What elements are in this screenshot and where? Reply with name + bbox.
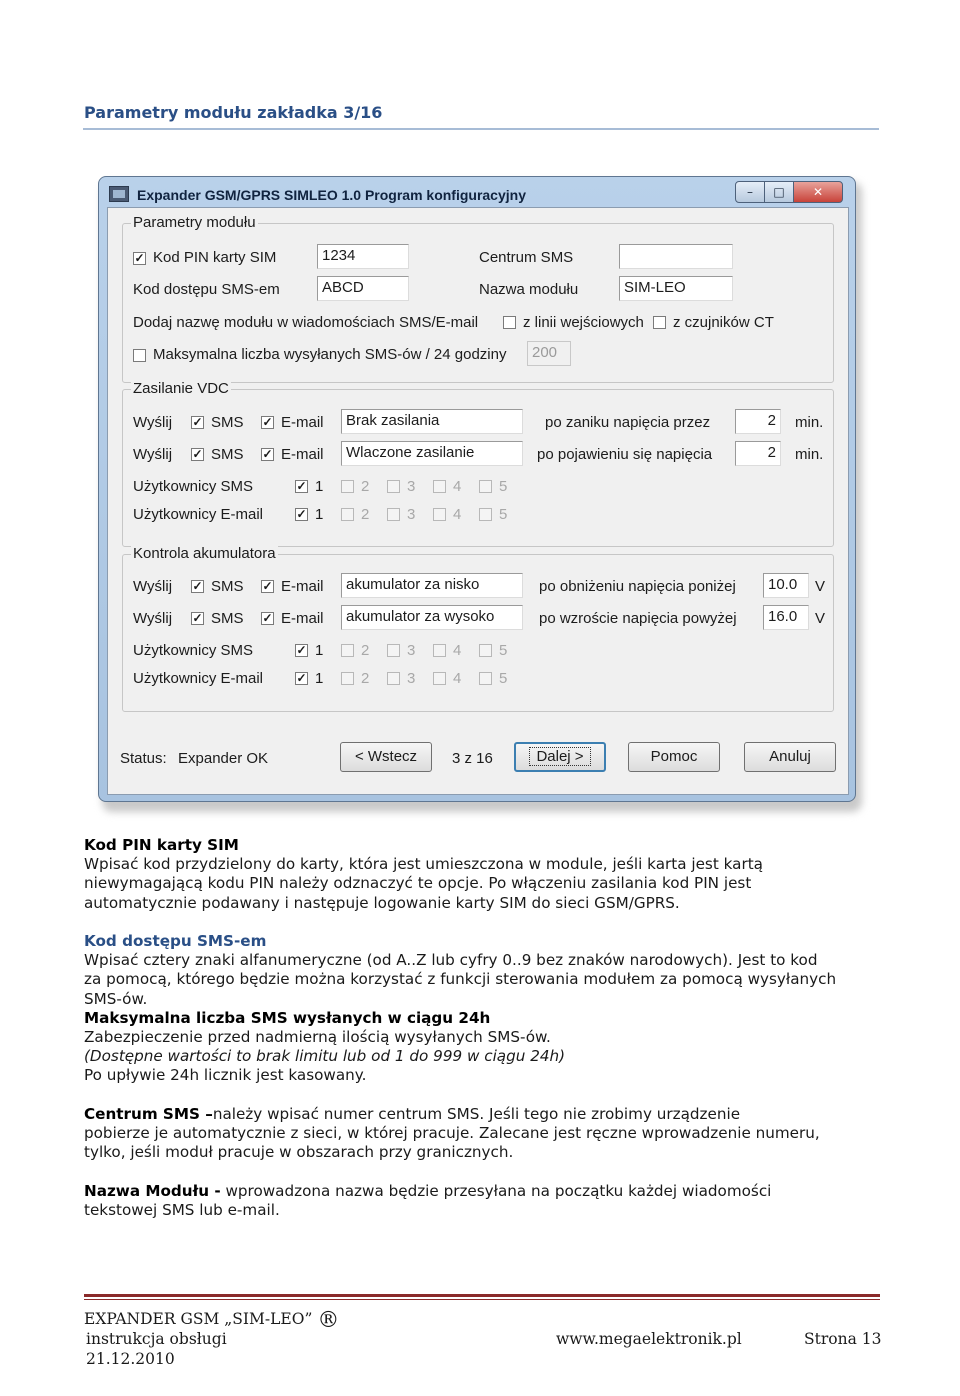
battery-unit-1: V bbox=[815, 578, 826, 595]
footer-website[interactable]: www.megaelektronik.pl bbox=[556, 1330, 742, 1348]
section-name-line-2: tekstowej SMS lub e-mail. bbox=[84, 1201, 280, 1220]
power-sms-checkbox-1[interactable]: ✓ bbox=[192, 415, 203, 429]
power-users-email-label: Użytkownicy E-mail bbox=[133, 506, 264, 523]
battery-group bbox=[122, 545, 834, 712]
footer-date: 21.12.2010 bbox=[86, 1350, 175, 1368]
power-unit-2: min. bbox=[795, 446, 824, 463]
battery-sms-user-3-checkbox[interactable] bbox=[387, 644, 400, 657]
power-sms-label-1: SMS bbox=[211, 414, 244, 431]
battery-email-user-2-checkbox[interactable] bbox=[341, 672, 354, 685]
section-access-code bbox=[84, 932, 836, 1086]
battery-sms-label-2: SMS bbox=[211, 610, 244, 627]
section-center-title: Centrum SMS – bbox=[84, 1105, 213, 1123]
battery-email-checkbox-2[interactable]: ✓ bbox=[262, 611, 273, 625]
power-value-input-1[interactable]: 2 bbox=[735, 409, 781, 434]
power-email-checkbox-1[interactable]: ✓ bbox=[262, 415, 273, 429]
battery-email-user-3-checkbox[interactable] bbox=[387, 672, 400, 685]
section-pin-line-2: niewymagającą kodu PIN należy odznaczyć te opcje. Po włączeniu zasilania kod PIN jest bbox=[84, 874, 752, 893]
max-sms-label: Maksymalna liczba wysyłanych SMS-ów / 24 godziny bbox=[153, 346, 507, 363]
battery-condition-label-1: po obniżeniu napięcia poniżej bbox=[539, 578, 736, 595]
sms-center-input[interactable] bbox=[619, 244, 733, 269]
power-condition-label-2: po pojawieniu się napięcia bbox=[537, 446, 713, 463]
power-sms-user-4-label: 4 bbox=[453, 478, 462, 495]
battery-sms-user-1-label: 1 bbox=[315, 642, 324, 659]
section-pin-line-1: Wpisać kod przydzielony do karty, która jest umieszczona w module, jeśli karta jest kartą bbox=[84, 855, 763, 874]
power-sms-user-2-label: 2 bbox=[361, 478, 370, 495]
battery-send-label-2: Wyślij bbox=[133, 610, 173, 627]
section-center-line-2: pobierze je automatycznie z sieci, w której pracuje. Zalecane jest ręczne wprowadzenie numeru, bbox=[84, 1124, 820, 1143]
battery-sms-label-1: SMS bbox=[211, 578, 244, 595]
power-sms-user-3-checkbox[interactable] bbox=[387, 480, 400, 493]
section-name-title: Nazwa Modułu - bbox=[84, 1182, 221, 1200]
battery-message-input-1[interactable]: akumulator za nisko bbox=[341, 573, 523, 598]
max-sms-input[interactable]: 200 bbox=[527, 341, 571, 366]
battery-send-label-1: Wyślij bbox=[133, 578, 173, 595]
module-name-label: Nazwa modułu bbox=[479, 281, 579, 298]
access-code-input[interactable]: ABCD bbox=[317, 276, 409, 301]
battery-condition-label-2: po wzroście napięcia powyżej bbox=[539, 610, 737, 627]
close-button[interactable]: ✕ bbox=[793, 181, 843, 203]
battery-email-user-1-label: 1 bbox=[315, 670, 324, 687]
power-sms-user-5-label: 5 bbox=[499, 478, 508, 495]
section-sms-center bbox=[84, 1105, 820, 1163]
status-value: Expander OK bbox=[178, 750, 269, 767]
power-send-label-2: Wyślij bbox=[133, 446, 173, 463]
battery-users-email-label: Użytkownicy E-mail bbox=[133, 670, 264, 687]
pin-checkbox[interactable]: ✓ bbox=[134, 251, 145, 265]
section-center-line-3: tylko, jeśli moduł pracuje w obszarach przy granicznych. bbox=[84, 1143, 514, 1162]
section-max-sms-title: Maksymalna liczba SMS wysłanych w ciągu 24h bbox=[84, 1008, 491, 1027]
back-button[interactable]: < Wstecz bbox=[340, 742, 432, 772]
battery-legend: Kontrola akumulatora bbox=[133, 545, 276, 562]
section-access-title: Kod dostępu SMS-em bbox=[84, 932, 267, 950]
access-code-label: Kod dostępu SMS-em bbox=[133, 281, 280, 298]
power-value-input-2[interactable]: 2 bbox=[735, 441, 781, 466]
maximize-button[interactable]: □ bbox=[764, 181, 794, 203]
app-icon bbox=[109, 186, 129, 202]
module-name-input[interactable]: SIM-LEO bbox=[619, 276, 733, 301]
add-name-label: Dodaj nazwę modułu w wiadomościach SMS/E-mail bbox=[133, 314, 479, 331]
config-window-screenshot bbox=[98, 176, 858, 806]
battery-sms-user-1-checkbox[interactable]: ✓ bbox=[296, 643, 307, 657]
battery-sms-user-2-label: 2 bbox=[361, 642, 370, 659]
power-legend: Zasilanie VDC bbox=[133, 380, 229, 397]
battery-email-user-5-checkbox[interactable] bbox=[479, 672, 492, 685]
section-max-sms-line-3: Po upływie 24h licznik jest kasowany. bbox=[84, 1066, 367, 1085]
from-lines-label: z linii wejściowych bbox=[523, 314, 644, 331]
power-sms-user-4-checkbox[interactable] bbox=[433, 480, 446, 493]
power-sms-label-2: SMS bbox=[211, 446, 244, 463]
power-email-user-1-label: 1 bbox=[315, 506, 324, 523]
cancel-button[interactable]: Anuluj bbox=[744, 742, 836, 772]
power-email-label-1: E-mail bbox=[281, 414, 324, 431]
section-pin bbox=[84, 836, 763, 913]
page-title: Parametry modułu zakładka 3/16 bbox=[84, 103, 383, 122]
battery-email-user-1-checkbox[interactable]: ✓ bbox=[296, 671, 307, 685]
status-label: Status: bbox=[120, 750, 167, 767]
section-pin-line-3: automatycznie podawany i następuje logowanie karty SIM do sieci GSM/GPRS. bbox=[84, 893, 680, 912]
power-message-input-1[interactable]: Brak zasilania bbox=[341, 409, 523, 434]
battery-email-user-4-label: 4 bbox=[453, 670, 462, 687]
battery-sms-user-5-checkbox[interactable] bbox=[479, 644, 492, 657]
params-group bbox=[122, 214, 834, 383]
params-legend: Parametry modułu bbox=[133, 214, 256, 231]
section-pin-title: Kod PIN karty SIM bbox=[84, 836, 239, 854]
section-name-line-1: wprowadzona nazwa będzie przesyłana na początku każdej wiadomości bbox=[225, 1182, 772, 1200]
from-sensors-label: z czujników CT bbox=[673, 314, 774, 331]
sms-center-label: Centrum SMS bbox=[479, 249, 574, 266]
power-sms-checkbox-2[interactable]: ✓ bbox=[192, 447, 203, 461]
pin-label: Kod PIN karty SIM bbox=[153, 249, 277, 266]
minimize-button[interactable]: – bbox=[735, 181, 765, 203]
battery-sms-user-5-label: 5 bbox=[499, 642, 508, 659]
from-lines-checkbox[interactable] bbox=[503, 316, 516, 329]
battery-message-input-2[interactable]: akumulator za wysoko bbox=[341, 605, 523, 630]
section-access-line-2: za pomocą, którego będzie można korzystać z funkcji sterowania modułem za pomocą wysyłanych bbox=[84, 970, 837, 989]
section-access-line-1: Wpisać cztery znaki alfanumeryczne (od A..Z lub cyfry 0..9 bez znaków narodowych). Jest to kod bbox=[84, 951, 818, 970]
battery-sms-user-3-label: 3 bbox=[407, 642, 416, 659]
power-group bbox=[122, 380, 834, 547]
section-access-line-3: SMS-ów. bbox=[84, 989, 148, 1008]
next-button-label: Dalej > bbox=[529, 747, 590, 766]
power-users-sms-label: Użytkownicy SMS bbox=[133, 478, 254, 495]
power-email-user-1-checkbox[interactable]: ✓ bbox=[296, 507, 307, 521]
power-email-user-2-checkbox[interactable] bbox=[341, 508, 354, 521]
power-send-label-1: Wyślij bbox=[133, 414, 173, 431]
power-email-user-5-checkbox[interactable] bbox=[479, 508, 492, 521]
power-sms-user-1-checkbox[interactable]: ✓ bbox=[296, 479, 307, 493]
window-client-area bbox=[107, 207, 849, 795]
battery-email-label-1: E-mail bbox=[281, 578, 324, 595]
battery-email-user-4-checkbox[interactable] bbox=[433, 672, 446, 685]
battery-sms-user-2-checkbox[interactable] bbox=[341, 644, 354, 657]
battery-value-input-1[interactable]: 10.0 bbox=[763, 573, 809, 598]
help-button[interactable]: Pomoc bbox=[628, 742, 720, 772]
battery-email-user-5-label: 5 bbox=[499, 670, 508, 687]
footer-manual: instrukcja obsługi bbox=[86, 1330, 227, 1348]
power-email-user-4-label: 4 bbox=[453, 506, 462, 523]
power-email-user-5-label: 5 bbox=[499, 506, 508, 523]
battery-users-sms-label: Użytkownicy SMS bbox=[133, 642, 254, 659]
section-max-sms-line-1: Zabezpieczenie przed nadmierną ilością wysyłanych SMS-ów. bbox=[84, 1028, 551, 1047]
power-message-input-2[interactable]: Wlaczone zasilanie bbox=[341, 441, 523, 466]
power-email-user-3-label: 3 bbox=[407, 506, 416, 523]
battery-email-user-3-label: 3 bbox=[407, 670, 416, 687]
power-email-user-3-checkbox[interactable] bbox=[387, 508, 400, 521]
power-email-label-2: E-mail bbox=[281, 446, 324, 463]
next-button[interactable] bbox=[514, 742, 606, 772]
power-email-checkbox-2[interactable]: ✓ bbox=[262, 447, 273, 461]
window-title: Expander GSM/GPRS SIMLEO 1.0 Program konfiguracyjny bbox=[137, 187, 526, 203]
battery-sms-user-4-label: 4 bbox=[453, 642, 462, 659]
registered-mark: ® bbox=[317, 1308, 340, 1333]
battery-email-user-2-label: 2 bbox=[361, 670, 370, 687]
power-condition-label-1: po zaniku napięcia przez bbox=[545, 414, 711, 431]
from-sensors-checkbox[interactable] bbox=[653, 316, 666, 329]
battery-value-input-2[interactable]: 16.0 bbox=[763, 605, 809, 630]
footer-rule bbox=[84, 1294, 880, 1297]
power-email-user-2-label: 2 bbox=[361, 506, 370, 523]
section-center-line-1: należy wpisać numer centrum SMS. Jeśli tego nie zrobimy urządzenie bbox=[212, 1105, 741, 1123]
battery-email-checkbox-1[interactable]: ✓ bbox=[262, 579, 273, 593]
power-sms-user-5-checkbox[interactable] bbox=[479, 480, 492, 493]
config-window bbox=[98, 176, 856, 802]
power-email-user-4-checkbox[interactable] bbox=[433, 508, 446, 521]
section-max-sms-line-2: (Dostępne wartości to brak limitu lub od 1 do 999 w ciągu 24h) bbox=[84, 1047, 566, 1066]
footer-rule-thin bbox=[84, 1299, 880, 1300]
power-sms-user-1-label: 1 bbox=[315, 478, 324, 495]
power-unit-1: min. bbox=[795, 414, 824, 431]
max-sms-checkbox[interactable] bbox=[133, 349, 146, 362]
power-sms-user-2-checkbox[interactable] bbox=[341, 480, 354, 493]
battery-email-label-2: E-mail bbox=[281, 610, 324, 627]
page-indicator: 3 z 16 bbox=[452, 750, 493, 767]
window-titlebar bbox=[99, 177, 855, 211]
battery-unit-2: V bbox=[815, 610, 826, 627]
footer-product-name: EXPANDER GSM „SIM-LEO” bbox=[84, 1310, 313, 1328]
battery-sms-user-4-checkbox[interactable] bbox=[433, 644, 446, 657]
footer-page-number: Strona 13 bbox=[804, 1330, 882, 1348]
heading-divider bbox=[83, 128, 879, 130]
section-module-name bbox=[84, 1182, 771, 1220]
battery-sms-checkbox-2[interactable]: ✓ bbox=[192, 611, 203, 625]
battery-sms-checkbox-1[interactable]: ✓ bbox=[192, 579, 203, 593]
pin-input[interactable]: 1234 bbox=[317, 244, 409, 269]
power-sms-user-3-label: 3 bbox=[407, 478, 416, 495]
